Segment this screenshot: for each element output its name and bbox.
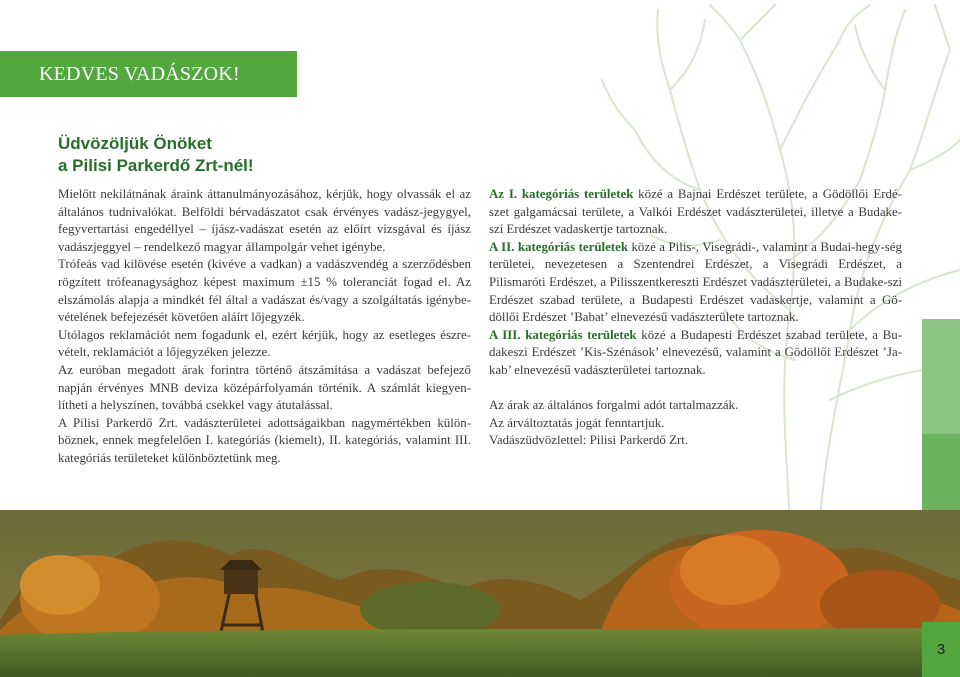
- left-text-column: [58, 186, 471, 468]
- category-2-paragraph: [489, 239, 902, 327]
- category-3-prefix: A III.: [489, 327, 526, 342]
- note-vat: Az árak az általános forgalmi adót tartalmazzák.: [489, 398, 739, 413]
- category-3-label: kategóriás területek: [525, 327, 637, 342]
- category-1-prefix: Az I.: [489, 187, 522, 201]
- category-1-paragraph: [489, 186, 902, 239]
- paragraph-trophy-tolerance: Trófeás vad kilövése esetén (kivéve a vadkan) a vadászvendég a szerződésben rögzített trófeanagysághoz képest maximum ±15 % toleranciát fogad el. Az elszámolás alapja a mindkét fél által a vadászat és/vagy a szolgáltatás igénybe-vételének befejezését követően aláírt lőjegyzék.: [58, 257, 471, 325]
- paragraph-currency: Az euróban megadott árak forintra történő átszámítása a vadászat befejező napján érvényes MNB deviza középárfolyamán történik. A számlát kiegyen-lítheti a helyszínen, továbbá csekkel vagy átutalással.: [58, 362, 471, 413]
- category-3-paragraph: [489, 327, 902, 380]
- note-price-change: Az árváltoztatás jogát fenntartjuk.: [489, 415, 665, 430]
- paragraph-general-info: Mielőtt nekilátnának áraink áttanulmányozásához, kérjük, hogy olvassák el az általános tudnivalókat. Belföldi bérvadászatot csak érvényes vadász-jegygyel, fegyvertartási engedéllyel – íjász-vadászat esetén az előírt vizsgával és íjász vadászjeggyel – rendelkező magyar állampolgár vehet igénybe.: [58, 187, 471, 254]
- note-signature: Vadászüdvözlettel: Pilisi Parkerdő Zrt.: [489, 433, 689, 448]
- category-2-text: közé a Pilis-, Visegrádi-, valamint a Budai-hegy-ség területei, nevezetesen a Szentendrei Erdészet, a Visegrádi Erdészet, a Pilismaróti Erdészet, a Pilisszentkereszti Erdészet vadászterületei, a Budake-szi Erdészet szabad területe, a Budapesti Erdészet vadaskertje, valamint a Gö-döllői Erdészet ’Babat’ elnevezésű vadászterülete tartoznak.: [489, 239, 902, 325]
- autumn-meadow-photo: [0, 510, 960, 677]
- category-1-text: közé a Bajnai Erdészet területe, a Gödöllői Erdé-szet galgamácsai területe, a Valkói Erdészet vadászterületei, illetve a Budake-szi Erdészet vadaskertje tartoznak.: [489, 187, 902, 237]
- right-text-column: [489, 186, 902, 450]
- category-1-label: kategóriás területek: [521, 187, 634, 201]
- welcome-line-2: a Pilisi Parkerdő Zrt-nél!: [58, 156, 254, 175]
- page-number-box: [922, 622, 960, 677]
- paragraph-complaints: Utólagos reklamációt nem fogadunk el, ezért kérjük, hogy az esetleges észre-vételt, reklamációt a lőjegyzéken jelezze.: [58, 327, 471, 360]
- category-2-prefix: A II.: [489, 239, 518, 254]
- page-number: 3: [936, 641, 946, 658]
- banner-title: KEDVES VADÁSZOK!: [39, 62, 240, 85]
- edge-strip-light: [922, 319, 960, 434]
- paragraph-categories: A Pilisi Parkerdő Zrt. vadászterületei adottságaikban nagymértékben külön-böznek, ennek megfelelően I. kategóriás (kiemelt), II. kategóriás, valamint III. kategóriás területeket különböztetünk meg.: [58, 415, 471, 465]
- welcome-line-1: Üdvözöljük Önöket: [58, 134, 212, 153]
- title-banner: [0, 51, 297, 97]
- welcome-heading: [58, 133, 254, 177]
- category-3-text: közé a Budapesti Erdészet szabad területe, a Bu-dakeszi Erdészet ’Kis-Szénások’ elnevezésű, valamint a Gödöllői Erdészet ’Ja-kab’ elnevezésű vadászterületei tartoznak.: [489, 327, 902, 377]
- category-2-label: kategóriás területek: [517, 239, 628, 254]
